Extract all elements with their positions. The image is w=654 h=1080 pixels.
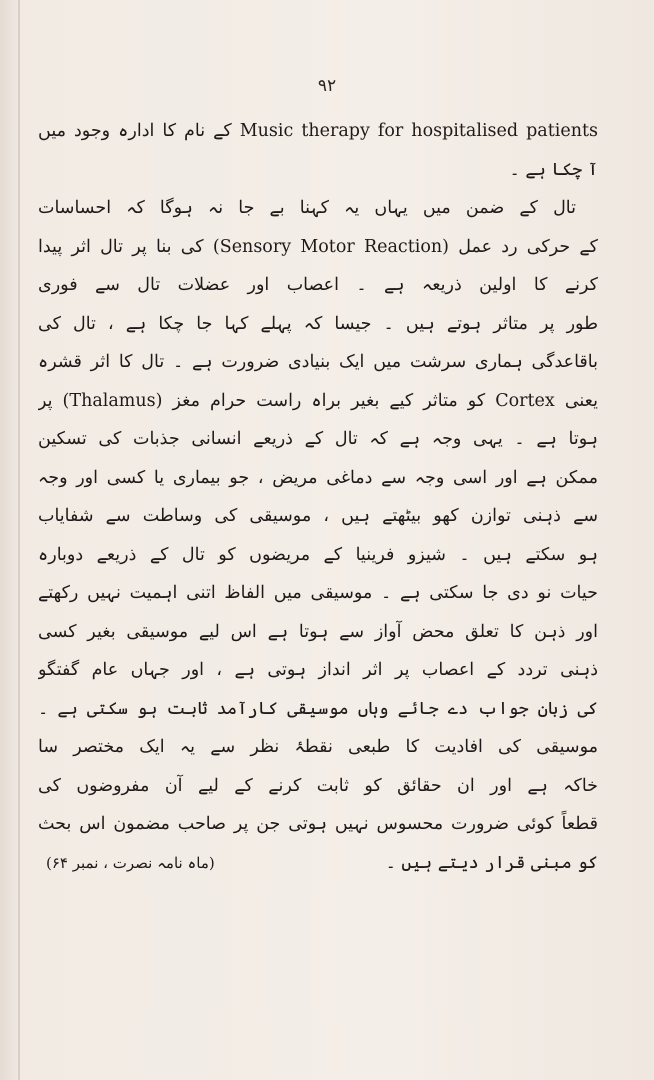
text-line-8: یعنی Cortex کو متاثر کیے بغیر براہ راست حرام مغز (Thalamus) پر	[38, 390, 598, 411]
text-line-3: تال کے ضمن میں یہاں یہ کہنا بے جا نہ ہوگا کہ احساسات	[38, 198, 576, 218]
text-line-12: ہو سکتے ہیں ۔ شیزو فرینیا کے مریضوں کو تال کے ذریعے دوبارہ	[38, 544, 598, 565]
body-text	[38, 112, 598, 882]
text-line-20	[38, 844, 598, 883]
text-line-4: کے حرکی رد عمل (Sensory Motor Reaction) کی بنا پر تال اثر پیدا	[38, 236, 598, 257]
text-line-17: موسیقی کی افادیت کا طبعی نقطۂ نظر سے یہ ایک مختصر سا	[38, 737, 598, 757]
text-line-10: ممکن ہے اور اسی وجہ سے دماغی مریض ، جو بیماری یا کسی اور وجہ	[38, 467, 598, 488]
text-line-13: حیات نو دی جا سکتی ہے ۔ موسیقی میں الفاظ اتنی اہمیت نہیں رکھتے	[38, 583, 598, 603]
text-line-11: سے ذہنی توازن کھو بیٹھتے ہیں ، موسیقی کی وساطت سے شفایاب	[38, 506, 598, 526]
text-line-14: اور ذہن کا تعلق محض آواز سے ہوتا ہے اس لیے موسیقی بغیر کسی	[38, 621, 598, 642]
text-line-20-body: کو مبنی قرار دیتے ہیں ۔	[385, 852, 598, 873]
text-line-19: قطعاً کوئی ضرورت محسوس نہیں ہوتی جن پر صاحب مضمون اس بحث	[38, 814, 598, 834]
text-line-6: طور پر متاثر ہوتے ہیں ۔ جیسا کہ پہلے کہا جا چکا ہے ، تال کی	[38, 313, 598, 334]
source-citation: (ماہ نامہ نصرت ، نمبر ۶۴)	[46, 853, 215, 872]
text-line-16: کی زبان جواب دے جائے وہاں موسیقی کارآمد ثابت ہو سکتی ہے ۔	[38, 698, 598, 719]
page-number: ۹۲	[317, 76, 337, 96]
text-line-9: ہوتا ہے ۔ یہی وجہ ہے کہ تال کے ذریعے انسانی جذبات کی تسکین	[38, 429, 598, 449]
text-line-15: ذہنی تردد کے اعصاب پر اثر انداز ہوتی ہے ، اور جہاں عام گفتگو	[38, 660, 598, 680]
text-line-18: خاکہ ہے اور ان حقائق کو ثابت کرنے کے لیے آن مفروضوں کی	[38, 775, 598, 796]
text-line-2: آ چکا ہے ۔	[509, 159, 598, 180]
text-line-1: Music therapy for hospitalised patients کے نام کا ادارہ وجود میں	[38, 121, 598, 141]
text-line-5: کرنے کا اولین ذریعہ ہے ۔ اعصاب اور عضلات تال سے فوری	[38, 275, 598, 295]
text-line-7: باقاعدگی ہماری سرشت میں ایک بنیادی ضرورت ہے ۔ تال کا اثر قشرہ	[38, 352, 598, 372]
page-gutter	[18, 0, 20, 1080]
